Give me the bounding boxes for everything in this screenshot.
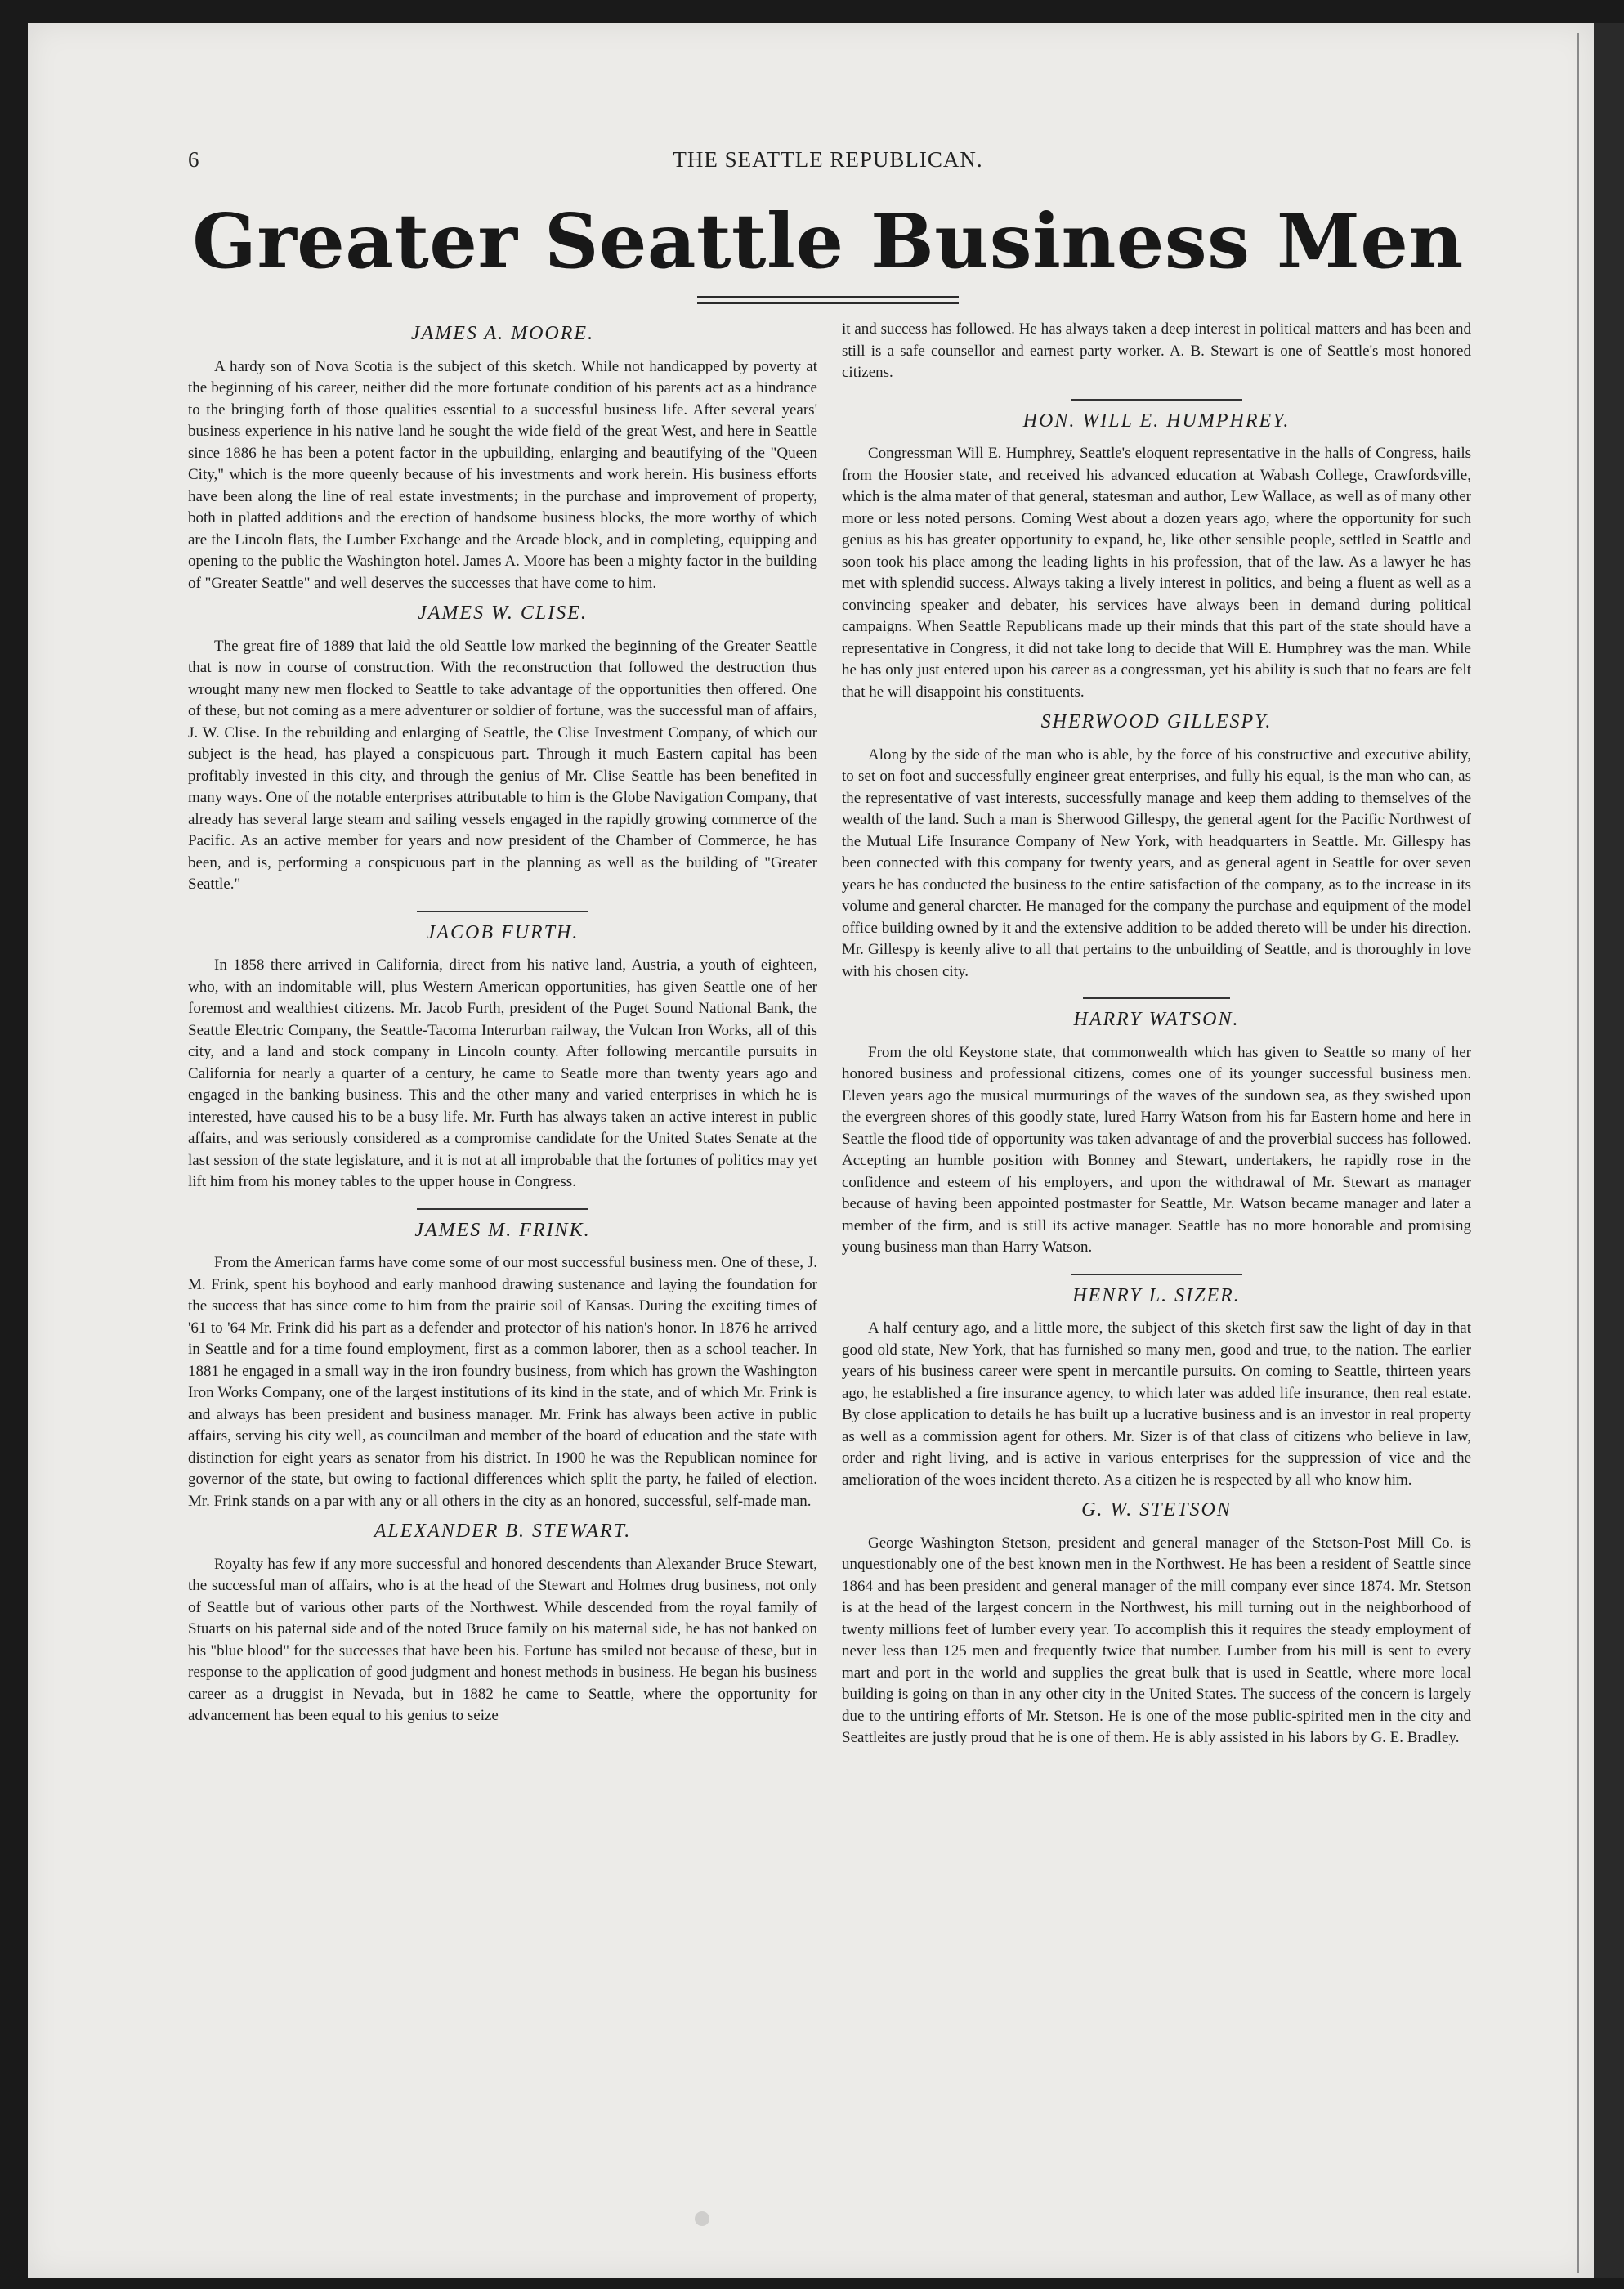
page-headline: Greater Seattle Business Men (192, 197, 1464, 285)
article-james-m-frink (188, 1220, 817, 1513)
article-james-w-clise (188, 602, 817, 896)
article-divider (1083, 997, 1230, 999)
article-title: JAMES W. CLISE. (418, 602, 588, 624)
right-column (842, 319, 1471, 1749)
article-sherwood-gillespy (842, 711, 1471, 983)
article-title: JAMES M. FRINK. (414, 1219, 591, 1241)
article-harry-watson (842, 1009, 1471, 1259)
page-number: 6 (188, 147, 199, 172)
article-body: In 1858 there arrived in California, direct from his native land, Austria, a youth of eighteen, who, with an indomitable will, plus Western American opportunities, has given Seattle one of her foremost and wealthiest citizens. Mr. Jacob Furth, president of the Puget Sound National Bank, the Seattle Electric Company, the Seattle-Tacoma Interurban railway, the Vulcan Iron Works, all of this city, and a land and stock company in Lincoln county. After following mercantile pursuits in California for nearly a quarter of a century, he came to Seatle more than twenty years ago and engaged in the banking business. This and the other many and varied enterprises in which he is interested, have caused his to be a busy life. Mr. Furth has always taken an active interest in public affairs, and was seriously considered as a compromise candidate for the United States Senate at the last session of the state legislature, and it is not at all improbable that the fortunes of politics may yet lift him from his money tables to the upper house in Congress. (188, 956, 817, 1190)
article-title: HENRY L. SIZER. (1072, 1284, 1241, 1306)
article-title: HARRY WATSON. (1073, 1009, 1240, 1030)
headline-rule-top (697, 296, 959, 298)
article-body: From the American farms have come some of our most successful business men. One of these, J. M. Frink, spent his boyhood and early manhood drawing sustenance and laying the foundation for the success that has since come to him from the prairie soil of Kansas. During the exciting times of '61 to '64 Mr. Frink did his part as a defender and protector of his nation's honor. In 1876 he arrived in Seattle and for a time found employment, first as a common laborer, then as a school teacher. In 1881 he engaged in a small way in the iron foundry business, from which has grown the Washington Iron Works Company, one of the largest institutions of its kind in the state, and of which Mr. Frink is and always has been president and business manager. Mr. Frink has always been active in public affairs, serving his city well, as councilman and member of the board of education and the state with distinction for eight years as senator from his district. In 1900 he was the Republican nominee for governor of the state, but owing to factional differences which split the party, he failed of election. Mr. Frink stands on a par with any or all others in the city as an honored, successful, self-made man. (188, 1254, 817, 1510)
article-body: Along by the side of the man who is able, by the force of his constructive and executive ability, to set on foot and successfully engineer great enterprises, and fully his equal, is the man who can, as the representative of vast interests, successfully manage and keep them adding to themselves of the wealth of the land. Such a man is Sherwood Gillespy, the general agent for the Pacific Northwest of the Mutual Life Insurance Company of New York, with headquarters in Seattle. Mr. Gillespy has been connected with this company for twenty years, and as general agent in Seattle for over seven years he has conducted the business to the entire satisfaction of the company, as to the increase in its volume and general charcter. He managed for the company the purchase and equipment of the model office building owned by it and the extensive addition to be added thereto will be under his direction. Mr. Gillespy is keenly alive to all that pertains to the unbuilding of Seattle, and is thoroughly in love with his chosen city. (842, 746, 1471, 980)
article-divider (417, 1208, 588, 1210)
article-body: it and success has followed. He has always taken a deep interest in political matters and has been and still is a safe counsellor and earnest party worker. A. B. Stewart is one of Seattle's most honored citizens. (842, 320, 1471, 381)
left-column (188, 315, 817, 1727)
article-divider (417, 911, 588, 912)
article-alexander-b-stewart (188, 1521, 817, 1727)
article-divider (1071, 1274, 1242, 1275)
page-edge-line (1577, 33, 1579, 2273)
article-body: Congressman Will E. Humphrey, Seattle's eloquent representative in the halls of Congress, hails from the Hoosier state, and received his advanced education at Wabash College, Crawfordsville, which is the alma mater of that general, statesman and author, Lew Wallace, as well as of many other more or less noted persons. Coming West about a dozen years ago, where the opportunity for such genius as his has greater opportunity to expand, he, like other sensible people, settled in Seattle and soon took his place among the leading lights in his profession, that of the law. As a lawyer he has met with splendid success. Always taking a lively interest in politics, and being a fluent as well as a convincing speaker and debater, his services have always been in demand during political campaigns. When Seattle Republicans made up their minds that this part of the state should have a representative in Congress, it did not take long to decide that Will E. Humphrey was the man. While he has only just entered upon his career as a congressman, yet his ability is such that no fears are felt that he will disappoint his constituents. (842, 445, 1471, 701)
newspaper-name: THE SEATTLE REPUBLICAN. (673, 147, 983, 172)
article-jacob-furth (188, 922, 817, 1194)
article-body: Royalty has few if any more successful and honored descendents than Alexander Bruce Stewart, the successful man of affairs, who is at the head of the Stewart and Holmes drug business, not only of Seattle but of various other parts of the Northwest. While descended from the royal family of Stuarts on his paternal side and of the noted Bruce family on his maternal side, he has not banked on his "blue blood" for the successes that have been his. Fortune has smiled not because of these, but in response to the application of good judgment and honest methods in business. He began his business career as a druggist in Nevada, but in 1882 he came to Seattle, where the opportunity for advancement has been equal to his genius to seize (188, 1555, 817, 1724)
article-body: A hardy son of Nova Scotia is the subject of this sketch. While not handicapped by poverty at the beginning of his career, neither did the more fortunate condition of his parents act as a hindrance to the bringing forth of those qualities essential to a successful business life. After several years' business experience in his native land he sought the wide field of the great West, and here in Seattle since 1886 he has been a potent factor in the upbuilding, enlarging and beautifying of the "Queen City," which is the more queenly because of his investments and work herein. His business efforts have been along the line of real estate investments; in the purchase and improvement of property, both in platted additions and the erection of handsome business blocks, the more worthy of which are the Lincoln flats, the Lumber Exchange and the Arcade block, and in completing, equipping and opening to the public the Washington hotel. James A. Moore has been a mighty factor in the building of "Greater Seattle" and well deserves the successes that have come to him. (188, 357, 817, 592)
article-title: JACOB FURTH. (426, 921, 579, 943)
article-divider (1071, 399, 1242, 401)
article-title: G. W. STETSON (1081, 1499, 1232, 1521)
article-body: George Washington Stetson, president and general manager of the Stetson-Post Mill Co. is unquestionably one of the best known men in the Northwest. He has been a resident of Seattle since 1864 and has been president and general manager of the mill company ever since 1874. Mr. Stetson is at the head of the largest concern in the Northwest, his mill turning out in the neighborhood of twenty millions feet of lumber every year. To accomplish this it requires the steady employment of never less than 125 men and frequently twice that number. Lumber from his mill is sent to every mart and port in the world and supplies the great bulk that is used in Seattle, where more local building is going on than in any other city in the United States. The success of the concern is largely due to the untiring efforts of Mr. Stetson. He is one of the mose public-spirited men in the city and Seattleites are justly proud that he is one of them. He is ably assisted in his labors by G. E. Bradley. (842, 1534, 1471, 1746)
article-henry-l-sizer (842, 1285, 1471, 1492)
scan-border (1594, 23, 1624, 2278)
article-body: A half century ago, and a little more, the subject of this sketch first saw the light of day in that good old state, New York, that has furnished so many men, good and true, to the nation. The earlier years of his business career were spent in mercantile pursuits. On coming to Seattle, thirteen years ago, he established a fire insurance agency, to which later was added life insurance, then real estate. By close application to details he has built up a lucrative business and is an investor in real property as well as a commission agent for others. Mr. Sizer is of that class of citizens who believe in law, order and right living, and is active in various enterprises for the suppression of vice and the amelioration of the woes incident thereto. As a citizen he is respected by all who know him. (842, 1319, 1471, 1489)
article-body: From the old Keystone state, that commonwealth which has given to Seattle so many of her honored business and professional citizens, comes one of its younger successful business men. Eleven years ago the musical murmurings of the waves of the sundown sea, as they swished upon the evergreen shores of this goodly state, lured Harry Watson from his far Eastern home and here in Seattle the flood tide of opportunity was taken advantage of and the proverbial success has followed. Accepting an humble position with Bonney and Stewart, undertakers, he rapidly rose in the confidence and esteem of his employers, and upon the withdrawal of Mr. Stewart as manager because of having been appointed postmaster for Seattle, Mr. Watson became manager and later a member of the firm, and is still its active manager. Seattle has no more honorable and promising young business man than Harry Watson. (842, 1043, 1471, 1256)
article-title: ALEXANDER B. STEWART. (374, 1521, 632, 1542)
article-will-e-humphrey (842, 410, 1471, 704)
article-title: JAMES A. MOORE. (410, 323, 595, 344)
article-body: The great fire of 1889 that laid the old Seattle low marked the beginning of the Greater Seattle that is now in course of construction. With the reconstruction that followed the destruction thus wrought many new men flocked to Seattle to take advantage of the opportunities then offered. One of these, but not coming as a mere adventurer or soldier of fortune, was the successful man of affairs, J. W. Clise. In the rebuilding and enlarging of Seattle, the Clise Investment Company, of which our subject is the head, has played a conspicuous part. Through it much Eastern capital has been profitably invested in this city, and through the genius of Mr. Clise Seattle has been benefited in many ways. One of the notable enterprises attributable to him is the Globe Navigation Company, that already has several large steam and sailing vessels engaged in the rapidly growing commerce of the Pacific. As an active member for years and now president of the Chamber of Commerce, he has been, and is, performing a conspicuous part in the planning as well as the building of "Greater Seattle." (188, 637, 817, 893)
article-g-w-stetson (842, 1499, 1471, 1749)
headline-rule-bottom (697, 302, 959, 304)
paper-speck (695, 2211, 709, 2226)
article-stewart-continued (842, 319, 1471, 384)
article-james-a-moore (188, 323, 817, 594)
article-title: SHERWOOD GILLESPY. (1040, 711, 1273, 732)
running-head (188, 147, 1468, 177)
article-title: HON. WILL E. HUMPHREY. (1022, 410, 1291, 432)
